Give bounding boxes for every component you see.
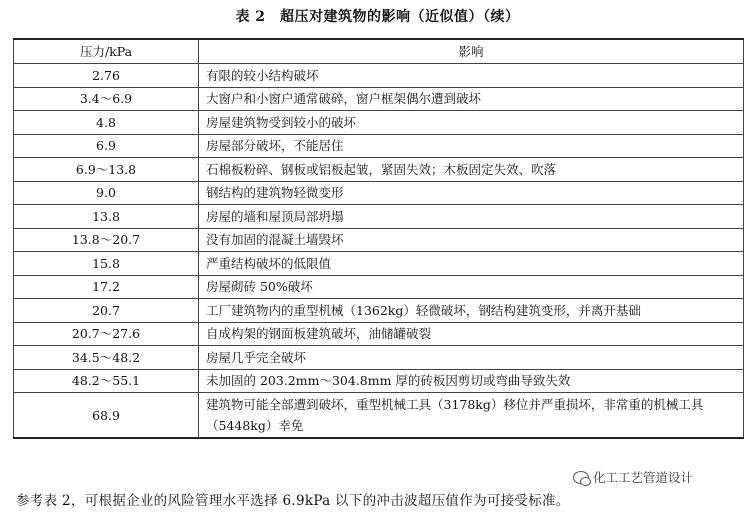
watermark <box>573 468 693 486</box>
table-row <box>14 252 744 276</box>
pressure-cell: 9.0 <box>14 181 199 205</box>
wechat-icon <box>573 471 589 484</box>
effect-cell: 大窗户和小窗户通常破碎，窗户框架偶尔遭到破坏 <box>199 87 744 111</box>
overpressure-table <box>13 38 744 439</box>
effect-cell: 有限的较小结构破坏 <box>199 64 744 88</box>
effect-cell: 钢结构的建筑物轻微变形 <box>199 181 744 205</box>
pressure-cell: 3.4～6.9 <box>14 87 199 111</box>
pressure-cell: 68.9 <box>14 393 199 439</box>
effect-cell: 自成构架的钢面板建筑破坏，油储罐破裂 <box>199 322 744 346</box>
table-row <box>14 369 744 393</box>
effect-cell: 房屋砌砖 50%破坏 <box>199 275 744 299</box>
effect-cell: 建筑物可能全部遭到破坏，重型机械工具（3178kg）移位并严重损坏，非常重的机械工具（5448kg）幸免 <box>199 393 744 439</box>
header-pressure: 压力/kPa <box>14 39 199 64</box>
pressure-cell: 4.8 <box>14 111 199 135</box>
table-row <box>14 111 744 135</box>
header-effect: 影响 <box>199 39 744 64</box>
pressure-cell: 6.9～13.8 <box>14 158 199 182</box>
table-row <box>14 134 744 158</box>
effect-cell: 未加固的 203.2mm～304.8mm 厚的砖板因剪切或弯曲导致失效 <box>199 369 744 393</box>
watermark-text: 化工工艺管道设计 <box>593 470 694 485</box>
table-row <box>14 299 744 323</box>
pressure-cell: 34.5～48.2 <box>14 346 199 370</box>
table-row <box>14 393 744 439</box>
table-row <box>14 181 744 205</box>
pressure-cell: 6.9 <box>14 134 199 158</box>
effect-cell: 石棉板粉碎、钢板或铝板起皱，紧固失效；木板固定失效、吹落 <box>199 158 744 182</box>
footer-note: 参考表 2，可根据企业的风险管理水平选择 6.9kPa 以下的冲击波超压值作为可接受标准。 <box>16 493 570 509</box>
table-row <box>14 275 744 299</box>
table-row <box>14 322 744 346</box>
pressure-cell: 20.7 <box>14 299 199 323</box>
effect-cell: 房屋几乎完全破坏 <box>199 346 744 370</box>
table-header-row <box>14 39 744 64</box>
effect-cell: 房屋部分破坏，不能居住 <box>199 134 744 158</box>
table-row <box>14 158 744 182</box>
pressure-cell: 13.8 <box>14 205 199 229</box>
effect-cell: 没有加固的混凝土墙毁坏 <box>199 228 744 252</box>
effect-cell: 工厂建筑物内的重型机械（1362kg）轻微破坏，钢结构建筑变形，并离开基础 <box>199 299 744 323</box>
pressure-cell: 48.2～55.1 <box>14 369 199 393</box>
table-row <box>14 346 744 370</box>
table-row <box>14 64 744 88</box>
effect-cell: 严重结构破坏的低限值 <box>199 252 744 276</box>
table-caption: 表 2 超压对建筑物的影响（近似值）（续） <box>235 9 520 25</box>
pressure-cell: 15.8 <box>14 252 199 276</box>
pressure-cell: 17.2 <box>14 275 199 299</box>
pressure-cell: 2.76 <box>14 64 199 88</box>
effect-cell: 房屋建筑物受到较小的破坏 <box>199 111 744 135</box>
table-row <box>14 87 744 111</box>
pressure-cell: 13.8～20.7 <box>14 228 199 252</box>
table-row <box>14 205 744 229</box>
effect-cell: 房屋的墙和屋顶局部坍塌 <box>199 205 744 229</box>
table-row <box>14 228 744 252</box>
pressure-cell: 20.7～27.6 <box>14 322 199 346</box>
